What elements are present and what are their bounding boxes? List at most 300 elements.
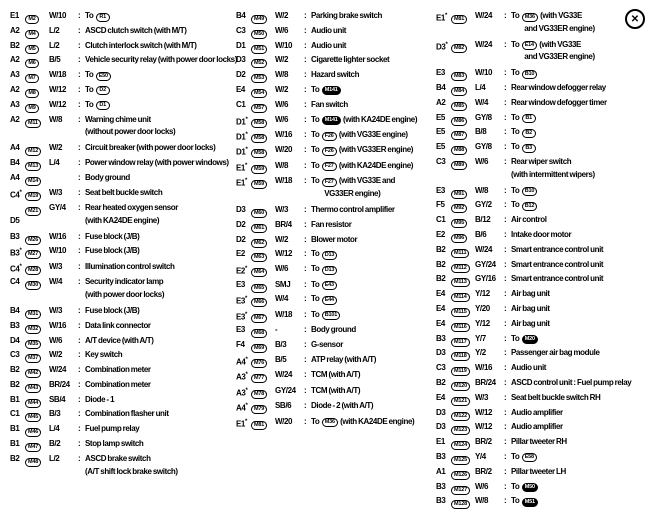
separator-colon: :	[304, 55, 307, 65]
description	[304, 385, 434, 398]
wire-spec: W/12	[475, 422, 493, 432]
separator-colon: :	[504, 127, 507, 137]
connector-id-badge: M53	[251, 74, 267, 83]
grid-reference: C1	[236, 99, 246, 109]
grid-reference: D3	[436, 422, 446, 432]
connector-id-badge: M87	[451, 131, 467, 140]
connector-row	[10, 142, 234, 157]
separator-colon: :	[78, 25, 81, 35]
connector-id-badge: M58	[251, 149, 267, 158]
grid-reference: B4	[436, 82, 446, 92]
separator-colon: :	[504, 348, 507, 358]
connector-id-badge: M60	[251, 209, 267, 218]
grid-reference: C3	[436, 363, 446, 373]
legend-column-2	[236, 10, 434, 431]
grid-reference: E3	[436, 68, 445, 78]
connector-id-badge: M64	[251, 268, 267, 277]
connector-ref-badge: B101	[322, 311, 340, 320]
footnote-asterisk: *	[245, 296, 248, 303]
connector-row	[10, 157, 234, 172]
description	[78, 245, 234, 258]
description	[504, 392, 648, 405]
description-line: Body ground	[311, 325, 356, 335]
grid-reference: E2	[236, 249, 245, 259]
separator-colon: :	[78, 365, 81, 375]
separator-colon: :	[78, 424, 81, 434]
wire-spec: Y/12	[475, 289, 490, 299]
wire-spec: W/16	[475, 363, 493, 373]
connector-id-badge: M96	[451, 234, 467, 243]
description-line: To M51	[511, 495, 648, 508]
wire-spec: BR/2	[475, 437, 492, 447]
description-line: Pillar tweeter LH	[511, 466, 566, 476]
separator-colon: :	[504, 200, 507, 210]
description	[504, 214, 648, 227]
description	[304, 84, 434, 97]
description-line: Blower motor	[311, 234, 358, 244]
description-line: A/T device (with A/T)	[85, 335, 154, 345]
grid-reference: B3	[10, 231, 20, 241]
grid-reference: E4	[436, 289, 445, 299]
wire-spec: L/2	[49, 25, 60, 35]
separator-colon: :	[504, 11, 507, 20]
separator-colon: :	[504, 97, 507, 107]
description-line: Audio unit	[511, 363, 547, 373]
grid-reference: E3*	[236, 311, 248, 322]
connector-row	[236, 324, 434, 339]
grid-reference: B1	[10, 394, 20, 404]
connector-id-badge: M88	[451, 146, 467, 155]
description	[78, 335, 234, 348]
connector-id-badge: M120	[451, 382, 470, 391]
description-line: Audio unit	[311, 25, 347, 35]
wire-spec: W/2	[49, 143, 63, 153]
description-line: (A/T shift lock brake switch)	[85, 466, 178, 476]
grid-reference: B2	[10, 40, 20, 50]
description-line: Audio amplifier	[511, 422, 563, 432]
connector-row	[436, 259, 648, 274]
connector-id-badge: M58	[251, 119, 267, 128]
grid-reference: B2	[436, 377, 446, 387]
footnote-asterisk: *	[19, 189, 22, 196]
separator-colon: :	[304, 401, 307, 411]
description-line: Seat belt buckle switch	[85, 187, 163, 197]
grid-reference: B2	[10, 379, 20, 389]
connector-id-badge: M7	[25, 74, 39, 83]
connector-row	[10, 202, 234, 228]
wire-spec: SB/4	[49, 394, 66, 404]
connector-row	[10, 54, 237, 69]
connector-row	[10, 305, 234, 320]
connector-row	[436, 362, 648, 377]
description-line: To E44	[311, 293, 434, 306]
description	[504, 362, 648, 375]
description	[304, 354, 434, 367]
description	[78, 114, 234, 140]
wire-spec: W/24	[49, 365, 67, 375]
connector-ref-badge: F26	[322, 147, 337, 156]
footnote-asterisk: *	[245, 403, 248, 410]
connector-id-badge: M95	[451, 219, 467, 228]
separator-colon: :	[78, 157, 81, 167]
connector-ref-badge: D1	[96, 101, 110, 110]
description	[78, 364, 234, 377]
description	[304, 416, 434, 429]
connector-row	[10, 364, 234, 379]
description-line: Pillar tweeter RH	[511, 437, 567, 447]
grid-reference: E5	[436, 142, 445, 152]
footnote-asterisk: *	[245, 116, 248, 123]
wire-spec: W/3	[49, 305, 63, 315]
wire-spec: W/6	[49, 335, 63, 345]
description-line: To D13	[311, 248, 434, 261]
wire-spec: SB/6	[275, 401, 292, 411]
wire-spec: W/16	[49, 231, 67, 241]
footnote-asterisk: *	[445, 13, 448, 19]
connector-row	[436, 126, 648, 141]
description-line: Air bag unit	[511, 318, 550, 328]
connector-id-badge: M37	[25, 354, 41, 363]
grid-reference: D5	[10, 215, 20, 225]
grid-reference: B3*	[10, 248, 22, 259]
connector-row	[236, 10, 434, 25]
grid-reference: A1	[436, 466, 446, 476]
separator-colon: :	[78, 350, 81, 360]
connector-row	[10, 320, 234, 335]
description	[78, 187, 234, 200]
wire-spec: BR/24	[49, 379, 70, 389]
description	[504, 112, 648, 125]
connector-row	[236, 369, 434, 384]
connector-row	[436, 466, 648, 481]
description-line: VG33ER engine)	[311, 189, 381, 199]
connector-id-badge: M121	[451, 397, 470, 406]
description-line: Fuse block (J/B)	[85, 231, 140, 241]
connector-id-badge: M54	[251, 89, 267, 98]
footnote-asterisk: *	[245, 147, 248, 154]
footnote-asterisk: *	[245, 418, 248, 425]
page-code-label	[0, 436, 1, 446]
description	[78, 438, 234, 451]
connector-ref-badge: F26	[322, 132, 337, 141]
connector-id-badge: M30	[25, 281, 41, 290]
separator-colon: :	[304, 325, 307, 335]
legend-column-1	[10, 10, 237, 481]
connector-id-badge: M9	[25, 104, 39, 113]
connector-row	[436, 318, 648, 333]
connector-id-badge: M83	[451, 72, 467, 81]
wire-spec: Y/2	[475, 348, 486, 358]
separator-colon: :	[504, 215, 507, 225]
wire-spec: B/5	[275, 354, 287, 364]
description	[504, 347, 648, 360]
grid-reference: C1	[10, 409, 20, 419]
connector-ref-badge: M36	[522, 13, 538, 22]
wire-spec: W/24	[475, 11, 493, 20]
connector-ref-badge: F27	[322, 162, 337, 171]
wire-spec: Y/4	[475, 451, 486, 461]
connector-row	[236, 263, 434, 278]
description-line: Clutch interlock switch (with M/T)	[85, 40, 197, 50]
grid-reference: D3	[236, 204, 246, 214]
separator-colon: :	[78, 143, 81, 153]
wire-spec: W/18	[275, 176, 293, 186]
connector-id-badge: M81	[251, 421, 267, 430]
connector-row	[10, 114, 234, 140]
grid-reference: A3*	[236, 387, 248, 398]
separator-colon: :	[78, 379, 81, 389]
connector-id-badge: M11	[25, 119, 41, 128]
separator-colon: :	[78, 40, 81, 50]
separator-colon: :	[304, 11, 307, 20]
footnote-asterisk: *	[245, 311, 248, 318]
connector-row	[236, 279, 434, 294]
connector-id-badge: M124	[451, 441, 470, 450]
connector-row	[236, 160, 434, 175]
description-line: ASCD clutch switch (with M/T)	[85, 25, 187, 35]
wire-spec: W/8	[475, 185, 489, 195]
connector-ref-badge: M20	[522, 335, 538, 344]
connector-row	[236, 293, 434, 308]
description	[304, 219, 434, 232]
connector-row	[436, 112, 648, 127]
description-line: Audio unit	[311, 40, 347, 50]
separator-colon: :	[304, 160, 307, 170]
description	[504, 39, 648, 65]
description	[78, 408, 234, 421]
description-line: (with intermittent wipers)	[511, 169, 595, 179]
description	[304, 114, 434, 127]
description-line: TCM (with A/T)	[311, 370, 361, 380]
separator-colon: :	[78, 439, 81, 449]
description	[504, 156, 648, 182]
close-button[interactable]	[625, 9, 645, 29]
description-line: To E50	[85, 69, 234, 82]
footnote-asterisk: *	[19, 263, 22, 270]
connector-id-badge: M42	[25, 369, 41, 378]
grid-reference: E1*	[236, 178, 248, 189]
separator-colon: :	[504, 244, 507, 254]
footnote-asterisk: *	[245, 132, 248, 139]
wire-spec: W/18	[49, 70, 67, 80]
connector-row	[436, 82, 648, 97]
wire-spec: B/3	[49, 409, 61, 419]
connector-id-badge: M14	[25, 177, 41, 186]
footnote-asterisk: *	[245, 266, 248, 273]
grid-reference: F5	[436, 200, 445, 210]
connector-id-badge: M86	[451, 117, 467, 126]
wire-spec: BR/24	[475, 377, 496, 387]
connector-row	[236, 84, 434, 99]
connector-row	[10, 408, 234, 423]
connector-id-badge: M46	[25, 428, 41, 437]
description	[504, 303, 648, 316]
grid-reference: C4*	[10, 263, 22, 274]
connector-row	[236, 219, 434, 234]
connector-id-badge: M122	[451, 412, 470, 421]
connector-id-badge: M51	[251, 45, 267, 54]
separator-colon: :	[78, 335, 81, 345]
separator-colon: :	[304, 416, 307, 426]
description-line: To D13	[311, 263, 434, 276]
separator-colon: :	[504, 259, 507, 269]
connector-id-badge: M89	[451, 161, 467, 170]
connector-ref-badge: B10	[522, 187, 538, 196]
description	[78, 276, 234, 302]
connector-ref-badge: B3	[522, 144, 536, 153]
description	[504, 495, 648, 508]
description-line: Air bag unit	[511, 303, 550, 313]
description	[304, 324, 434, 337]
connector-ref-badge: E14	[522, 41, 537, 50]
connector-id-badge: M65	[251, 284, 267, 293]
description-line: To B3	[511, 141, 648, 154]
wire-spec: W/24	[475, 39, 493, 49]
wire-spec: W/16	[275, 130, 293, 140]
description-line: Fan resistor	[311, 219, 352, 229]
description	[78, 40, 234, 53]
wire-spec: GY/8	[475, 142, 492, 152]
separator-colon: :	[304, 340, 307, 350]
description-line: To F26 (with VG33E engine)	[311, 130, 408, 140]
separator-colon: :	[304, 99, 307, 109]
connector-ref-badge: D13	[322, 251, 338, 260]
grid-reference: E2*	[236, 266, 248, 276]
wire-spec: W/20	[275, 145, 293, 155]
wire-spec: L/4	[49, 157, 60, 167]
grid-reference: F4	[236, 340, 245, 350]
connector-id-badge: M59	[251, 180, 267, 189]
grid-reference: B3	[10, 320, 20, 330]
description-line: Data link connector	[85, 320, 151, 330]
connector-row	[436, 333, 648, 348]
grid-reference: E5	[436, 127, 445, 137]
connector-row	[436, 421, 648, 436]
description-line: To M50	[511, 481, 648, 494]
description-line: To B10	[511, 67, 648, 80]
wire-spec: SMJ	[275, 279, 291, 289]
connector-row	[236, 99, 434, 114]
connector-id-badge: M43	[25, 384, 41, 393]
wire-spec: B/12	[475, 215, 491, 225]
connector-row	[236, 25, 434, 40]
grid-reference: B2	[436, 244, 446, 254]
connector-id-badge: M112	[451, 264, 470, 273]
description-line: Air bag unit	[511, 289, 550, 299]
description	[78, 10, 234, 23]
connector-id-badge: M12	[25, 147, 41, 156]
connector-row	[10, 379, 234, 394]
close-icon: ✕	[630, 13, 640, 25]
grid-reference: D3*	[436, 41, 448, 52]
connector-row	[436, 347, 648, 362]
connector-row	[436, 495, 648, 510]
separator-colon: :	[78, 231, 81, 241]
grid-reference: C4	[10, 277, 20, 287]
connector-id-badge: M52	[251, 59, 267, 68]
description-line: Diode - 2 (with A/T)	[311, 401, 374, 411]
description	[78, 54, 237, 67]
connector-ref-badge: M141	[322, 86, 341, 95]
description	[504, 466, 648, 479]
connector-row	[10, 335, 234, 350]
grid-reference: E3*	[236, 296, 248, 307]
description	[504, 421, 648, 434]
description	[304, 69, 434, 82]
connector-id-badge: M5	[25, 45, 39, 54]
grid-reference: C4*	[10, 189, 22, 200]
grid-reference: A3	[10, 99, 20, 109]
connector-row	[10, 261, 234, 276]
wire-spec: W/8	[275, 70, 289, 80]
connector-id-badge: M128	[451, 500, 470, 509]
separator-colon: :	[504, 392, 507, 402]
separator-colon: :	[78, 453, 81, 463]
wire-spec: L/4	[49, 424, 60, 434]
description-line: Hazard switch	[311, 70, 360, 80]
description-line: To M141 (with KA24DE engine)	[311, 114, 418, 124]
description	[78, 25, 234, 38]
description-line: To F27 (with VG33E and	[311, 176, 396, 186]
description-line: To B101	[311, 309, 434, 322]
wire-spec: W/2	[275, 84, 289, 94]
grid-reference: A2	[10, 114, 20, 124]
connector-id-badge: M123	[451, 426, 470, 435]
description	[304, 25, 434, 38]
description	[304, 160, 434, 173]
connector-row	[436, 39, 648, 65]
grid-reference: E1*	[236, 418, 248, 429]
connector-row	[10, 40, 234, 55]
description-line: (without power door locks)	[85, 127, 176, 137]
connector-row	[10, 84, 234, 99]
connector-id-badge: M125	[451, 456, 470, 465]
connector-row	[436, 67, 648, 82]
connector-row	[236, 400, 434, 415]
separator-colon: :	[304, 114, 307, 124]
wire-spec: W/6	[275, 99, 289, 109]
connector-row	[236, 309, 434, 324]
connector-row	[436, 303, 648, 318]
connector-row	[436, 451, 648, 466]
wire-spec: B/2	[49, 439, 61, 449]
connector-row	[436, 377, 648, 392]
description	[78, 423, 234, 436]
wire-spec: W/12	[49, 99, 67, 109]
connector-row	[436, 199, 648, 214]
connector-row	[10, 172, 234, 187]
wire-spec: GY/2	[475, 200, 492, 210]
description-line: To M141	[311, 84, 434, 97]
description	[78, 320, 234, 333]
connector-id-badge: M113	[451, 278, 470, 287]
description	[304, 234, 434, 247]
connector-row	[236, 339, 434, 354]
description-line: Smart entrance control unit	[511, 259, 604, 269]
wire-spec: Y/20	[475, 303, 490, 313]
description-line: Parking brake switch	[311, 11, 383, 20]
separator-colon: :	[304, 176, 307, 186]
wire-spec: W/6	[275, 114, 289, 124]
footnote-asterisk: *	[245, 162, 248, 169]
description	[78, 231, 234, 244]
separator-colon: :	[78, 320, 81, 330]
grid-reference: E2	[436, 229, 445, 239]
grid-reference: C1	[436, 215, 446, 225]
description-line: Rear wiper switch	[511, 156, 572, 166]
description	[504, 273, 648, 286]
description	[504, 436, 648, 449]
